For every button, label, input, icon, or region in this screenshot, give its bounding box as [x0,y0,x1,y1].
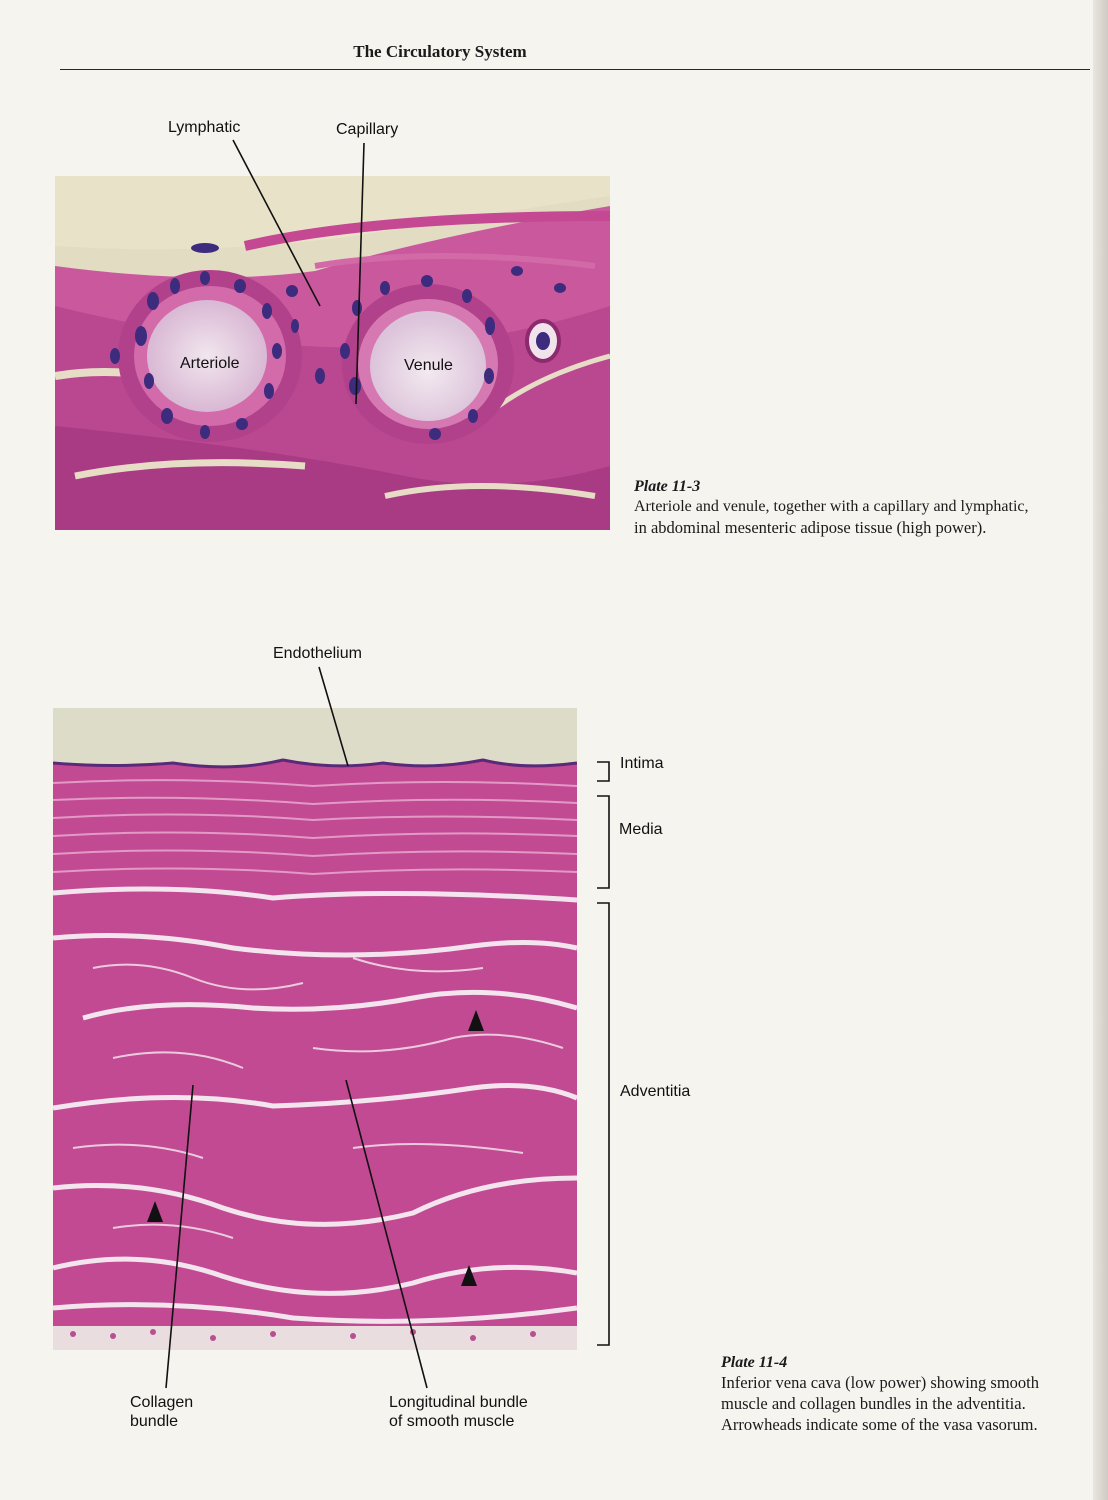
plate-11-4-caption [721,1354,1091,1435]
label-adventitia: Adventitia [620,1083,691,1100]
plate-11-3-caption [634,478,1094,538]
plate-11-3-caption-line2: in abdominal mesenteric adipose tissue (high power). [634,518,987,537]
label-arteriole: Arteriole [180,355,240,372]
label-collagen-bundle [130,1393,193,1431]
plate-11-3-caption-line1: Arteriole and venule, together with a capillary and lymphatic, [634,498,1029,515]
plate-11-3-caption-title: Plate 11-3 [634,478,701,495]
plate-11-3-micrograph [55,176,610,530]
page-header-title: The Circulatory System [353,42,527,61]
plate-11-4-micrograph [53,708,577,1350]
plate-11-4-caption-line3: Arrowheads indicate some of the vasa vasorum. [721,1415,1038,1434]
page-gutter-shadow [1093,0,1108,1500]
bracket-intima [597,762,609,781]
plate-11-4-caption-line1: Inferior vena cava (low power) showing smooth [721,1373,1039,1392]
label-longitudinal-line2: of smooth muscle [389,1413,515,1430]
label-longitudinal-line1: Longitudinal bundle [389,1394,528,1411]
label-venule: Venule [404,357,453,374]
plate-11-4-caption-title: Plate 11-4 [721,1354,788,1371]
header-rule [60,69,1090,70]
bracket-adventitia [597,903,609,1345]
plate-11-4-caption-line2: muscle and collagen bundles in the adventitia. [721,1394,1026,1413]
label-longitudinal-bundle [389,1393,528,1431]
label-media: Media [619,821,663,838]
label-endothelium: Endothelium [273,645,362,662]
bracket-media [597,796,609,888]
label-capillary: Capillary [336,121,399,138]
label-collagen-line2: bundle [130,1413,179,1430]
label-collagen-line1: Collagen [130,1394,194,1411]
label-lymphatic: Lymphatic [168,119,241,136]
label-intima: Intima [620,755,664,772]
